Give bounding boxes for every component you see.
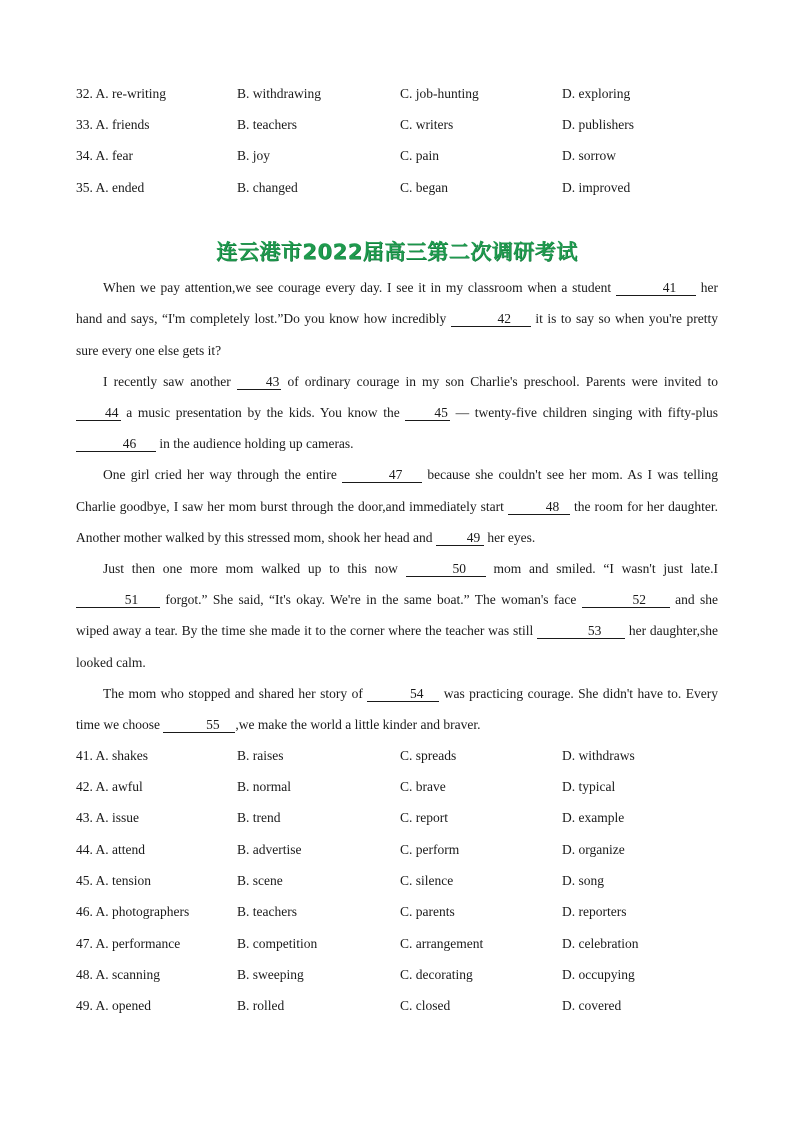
option-d: D. publishers — [562, 116, 634, 132]
option-d: D. example — [562, 810, 625, 826]
cloze-passage — [76, 272, 718, 740]
option-row-35 — [76, 172, 718, 203]
option-d: D. song — [562, 873, 605, 889]
option-b: B. sweeping — [237, 966, 304, 982]
passage-text: One girl cried her way through the entire — [103, 467, 343, 483]
option-a: 45. A. tension — [76, 873, 152, 889]
option-a: 47. A. performance — [76, 935, 181, 951]
option-d: D. exploring — [562, 85, 631, 101]
passage-text: Just then one more mom walked up to this now — [103, 561, 406, 577]
option-row-33 — [76, 109, 718, 140]
options-top — [76, 78, 718, 203]
passage-paragraph-3 — [76, 459, 718, 553]
passage-text: her eyes. — [483, 529, 536, 545]
option-a: 43. A. issue — [76, 810, 140, 826]
blank-46: 46 — [76, 436, 156, 452]
options-bottom — [76, 740, 718, 1022]
blank-44: 44 — [76, 405, 121, 421]
option-c: C. perform — [400, 841, 460, 857]
option-d: D. organize — [562, 841, 625, 857]
option-a: 34. A. fear — [76, 148, 133, 164]
option-c: C. silence — [400, 873, 454, 889]
passage-text: of ordinary courage in my son Charlie's preschool. Parents were invited to — [281, 373, 718, 389]
option-b: B. rolled — [237, 998, 285, 1014]
passage-text: her hand and says, “I'm completely lost.”Do you know how incredibly — [76, 280, 718, 327]
option-b: B. raises — [237, 747, 284, 763]
option-d: D. occupying — [562, 966, 635, 982]
option-d: D. withdraws — [562, 747, 635, 763]
passage-text: a music presentation by the kids. You know the — [120, 405, 406, 420]
option-b: B. joy — [237, 148, 271, 164]
option-row-32 — [76, 78, 718, 109]
passage-text: the room for her daughter. Another mother walked by this stressed mom, shook her head and — [76, 498, 718, 545]
option-a: 44. A. attend — [76, 841, 145, 857]
option-b: B. changed — [237, 179, 298, 195]
blank-55: 55 — [163, 717, 235, 733]
passage-text: forgot.” She said, “It's okay. We're in the same boat.” The woman's face — [160, 592, 582, 608]
option-row-49 — [76, 991, 718, 1022]
option-row-41 — [76, 740, 718, 771]
passage-text: was practicing courage. She didn't have to. Every time we choose — [76, 685, 718, 733]
option-a: 32. A. re-writing — [76, 85, 166, 101]
blank-53: 53 — [537, 623, 625, 639]
blank-42: 42 — [451, 311, 531, 327]
blank-51: 51 — [76, 592, 160, 608]
blank-47: 47 — [342, 467, 422, 483]
option-d: D. celebration — [562, 935, 639, 951]
option-b: B. normal — [237, 779, 291, 795]
option-b: B. withdrawing — [237, 85, 321, 101]
option-c: C. brave — [400, 779, 446, 795]
option-c: C. spreads — [400, 747, 457, 763]
option-row-42 — [76, 772, 718, 803]
passage-paragraph-2 — [76, 366, 718, 460]
option-c: C. job-hunting — [400, 85, 479, 101]
passage-paragraph-5 — [76, 678, 718, 740]
option-b: B. teachers — [237, 904, 297, 920]
passage-paragraph-4 — [76, 553, 718, 678]
option-row-48 — [76, 959, 718, 990]
option-a: 48. A. scanning — [76, 966, 160, 982]
blank-49: 49 — [436, 530, 484, 546]
option-d: D. covered — [562, 998, 622, 1014]
option-a: 41. A. shakes — [76, 747, 148, 763]
passage-paragraph-1 — [76, 272, 718, 366]
passage-text: The mom who stopped and shared her story of — [103, 685, 368, 701]
option-d: D. typical — [562, 779, 616, 795]
option-c: C. report — [400, 810, 448, 826]
blank-52: 52 — [582, 592, 670, 608]
option-row-46 — [76, 897, 718, 928]
option-c: C. parents — [400, 904, 455, 920]
option-row-45 — [76, 865, 718, 896]
option-a: 35. A. ended — [76, 179, 145, 195]
passage-text: mom and smiled. “I wasn't just late.I — [485, 561, 718, 577]
option-d: D. sorrow — [562, 148, 616, 164]
passage-text: her daughter,she looked calm. — [76, 623, 718, 670]
blank-43: 43 — [237, 374, 282, 390]
blank-41: 41 — [616, 280, 696, 296]
exam-page — [76, 78, 718, 1022]
option-c: C. closed — [400, 998, 451, 1014]
passage-text: in the audience holding up cameras. — [156, 436, 354, 452]
passage-text: When we pay attention,we see courage every day. I see it in my classroom when a student — [103, 280, 616, 296]
option-b: B. teachers — [237, 116, 297, 132]
option-c: C. decorating — [400, 966, 473, 982]
option-a: 46. A. photographers — [76, 904, 190, 920]
option-c: C. arrangement — [400, 935, 484, 951]
option-a: 42. A. awful — [76, 779, 143, 795]
option-a: 33. A. friends — [76, 116, 150, 132]
option-a: 49. A. opened — [76, 998, 151, 1014]
option-b: B. trend — [237, 810, 281, 826]
section-title: 连云港市2022届高三第二次调研考试 — [216, 240, 578, 265]
option-row-44 — [76, 834, 718, 865]
option-d: D. reporters — [562, 904, 627, 920]
option-b: B. scene — [237, 873, 283, 889]
option-d: D. improved — [562, 179, 631, 195]
option-c: C. writers — [400, 116, 454, 132]
blank-50: 50 — [406, 561, 486, 577]
option-c: C. pain — [400, 148, 439, 164]
passage-text: I recently saw another — [103, 373, 237, 389]
passage-text: ,we make the world a little kinder and braver. — [235, 717, 481, 733]
option-row-47 — [76, 928, 718, 959]
passage-text: — twenty-five children singing with fifty-plus — [449, 405, 718, 420]
blank-45: 45 — [405, 405, 450, 421]
blank-48: 48 — [508, 499, 570, 515]
passage-text: and she wiped away a tear. By the time she made it to the corner where the teacher was still — [76, 592, 718, 639]
passage-text: because she couldn't see her mom. As I was telling Charlie goodbye, I saw her mom burst through the door,and immediately start — [76, 467, 718, 514]
blank-54: 54 — [367, 686, 439, 702]
option-row-43 — [76, 803, 718, 834]
option-b: B. competition — [237, 935, 318, 951]
option-row-34 — [76, 141, 718, 172]
passage-text: it is to say so when you're pretty sure every one else gets it? — [76, 311, 719, 358]
option-c: C. began — [400, 179, 448, 195]
option-b: B. advertise — [237, 841, 302, 857]
